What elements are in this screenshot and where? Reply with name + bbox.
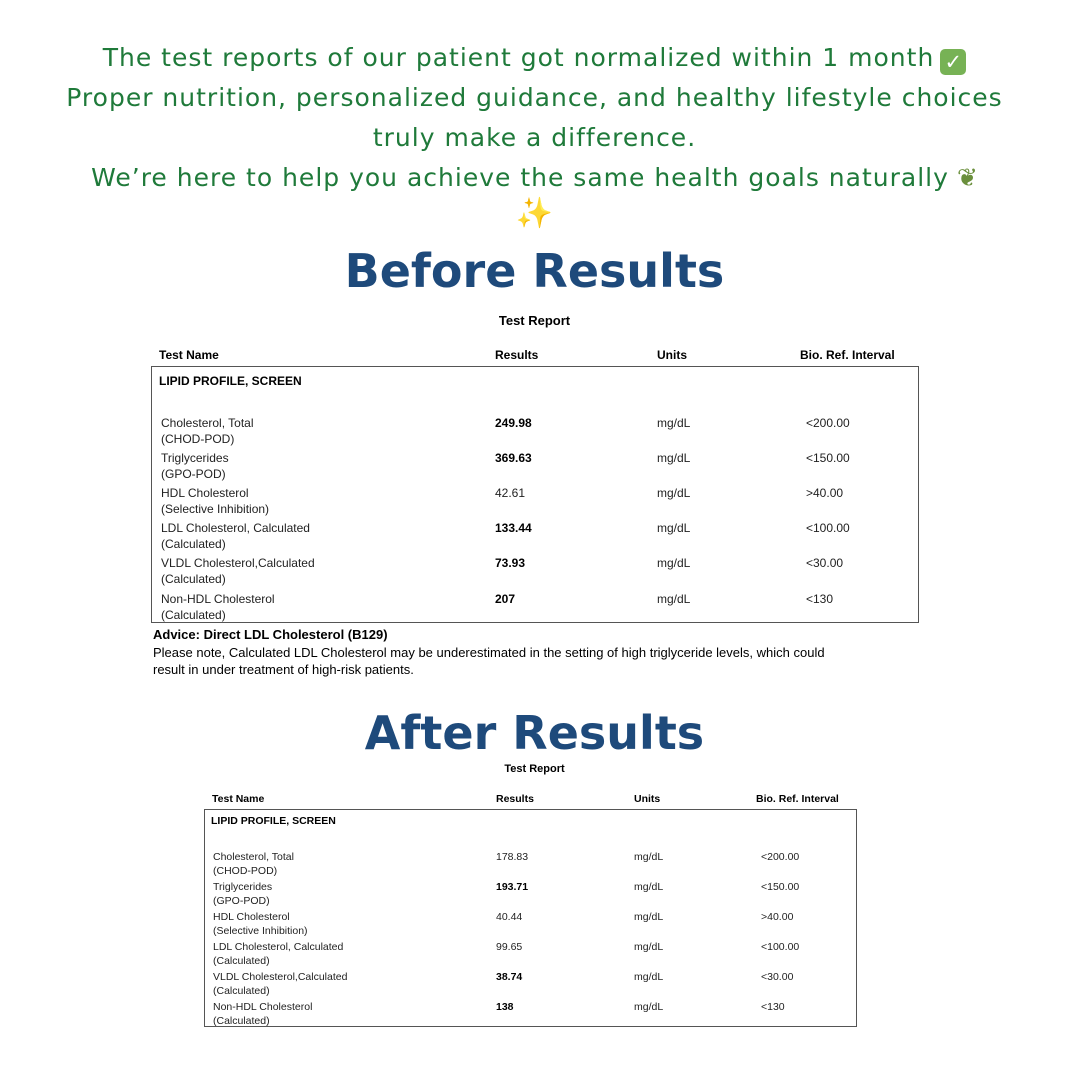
after-table-box <box>204 809 857 1027</box>
panel-name: LIPID PROFILE, SCREEN <box>211 815 336 827</box>
test-ref: >40.00 <box>761 911 794 923</box>
test-result: 369.63 <box>495 451 532 465</box>
test-method: (Selective Inhibition) <box>161 502 270 516</box>
advice-block <box>153 627 853 678</box>
sparkles-icon: ✨ <box>515 196 554 231</box>
test-unit: mg/dL <box>657 521 691 535</box>
test-ref: <130 <box>806 592 834 606</box>
test-unit: mg/dL <box>657 451 691 465</box>
test-method: (Calculated) <box>161 572 226 586</box>
test-method: (Calculated) <box>213 955 270 967</box>
test-unit: mg/dL <box>657 556 691 570</box>
advice-text: Please note, Calculated LDL Cholesterol may be underestimated in the setting of high triglyceride levels, which could result in under treatment of high-risk patients. <box>153 645 825 677</box>
test-method: (Selective Inhibition) <box>213 925 308 937</box>
test-method: (CHOD-POD) <box>161 432 235 446</box>
col-ref-interval: Bio. Ref. Interval <box>800 348 895 362</box>
test-method: (GPO-POD) <box>161 467 226 481</box>
test-ref: <150.00 <box>761 881 800 893</box>
test-method: (Calculated) <box>161 537 226 551</box>
headline-line-4: We’re here to help you achieve the same health goals naturally ❦ <box>0 158 1069 198</box>
test-result: 73.93 <box>495 556 526 570</box>
test-name: LDL Cholesterol, Calculated <box>213 941 344 953</box>
panel-name: LIPID PROFILE, SCREEN <box>159 374 302 388</box>
test-result: 138 <box>496 1001 514 1013</box>
test-name: Non-HDL Cholesterol <box>213 1001 313 1013</box>
col-test-name: Test Name <box>159 348 219 362</box>
test-ref: <130 <box>761 1001 785 1013</box>
test-result: 38.74 <box>496 971 523 983</box>
test-unit: mg/dL <box>657 416 691 430</box>
test-method: (Calculated) <box>213 1015 270 1027</box>
before-results-title: Before Results <box>344 244 725 298</box>
test-unit: mg/dL <box>634 851 664 863</box>
test-ref: <30.00 <box>806 556 844 570</box>
before-report-title: Test Report <box>498 313 571 328</box>
after-results-title: After Results <box>364 706 705 760</box>
test-ref: <200.00 <box>806 416 850 430</box>
test-name: Triglycerides <box>161 451 229 465</box>
test-result: 193.71 <box>496 881 529 893</box>
before-table-box <box>151 366 919 623</box>
test-method: (GPO-POD) <box>213 895 270 907</box>
test-result: 42.61 <box>495 486 526 500</box>
test-name: HDL Cholesterol <box>161 486 249 500</box>
test-unit: mg/dL <box>634 911 664 923</box>
col-results: Results <box>495 348 539 362</box>
test-method: (Calculated) <box>213 985 270 997</box>
test-ref: <150.00 <box>806 451 850 465</box>
test-result: 99.65 <box>496 941 523 953</box>
col-test-name: Test Name <box>212 793 265 805</box>
advice-title: Advice: Direct LDL Cholesterol (B129) <box>153 627 388 642</box>
test-result: 249.98 <box>495 416 532 430</box>
test-name: HDL Cholesterol <box>213 911 290 923</box>
headline-line-2: Proper nutrition, personalized guidance, and healthy lifestyle choices <box>66 83 1003 112</box>
test-unit: mg/dL <box>634 881 664 893</box>
test-name: Cholesterol, Total <box>213 851 294 863</box>
col-units: Units <box>634 793 661 805</box>
col-units: Units <box>657 348 687 362</box>
test-result: 178.83 <box>496 851 529 863</box>
test-name: Non-HDL Cholesterol <box>161 592 275 606</box>
test-unit: mg/dL <box>657 486 691 500</box>
test-ref: >40.00 <box>806 486 844 500</box>
test-unit: mg/dL <box>657 592 691 606</box>
test-name: Cholesterol, Total <box>161 416 254 430</box>
test-ref: <200.00 <box>761 851 800 863</box>
test-name: Triglycerides <box>213 881 273 893</box>
test-result: 207 <box>495 592 516 606</box>
col-results: Results <box>496 793 534 805</box>
test-ref: <100.00 <box>806 521 850 535</box>
test-unit: mg/dL <box>634 941 664 953</box>
headline-line-3: truly make a difference. <box>372 123 697 152</box>
test-name: LDL Cholesterol, Calculated <box>161 521 310 535</box>
check-mark-button-icon: ✓ <box>940 49 966 75</box>
test-name: VLDL Cholesterol,Calculated <box>161 556 315 570</box>
headline <box>0 38 1069 230</box>
col-ref-interval: Bio. Ref. Interval <box>756 793 839 805</box>
test-result: 40.44 <box>496 911 523 923</box>
headline-line-1: The test reports of our patient got normalized within 1 month ✓ <box>0 38 1069 78</box>
herb-icon: ❦ <box>956 163 978 192</box>
test-result: 133.44 <box>495 521 532 535</box>
after-report-title: Test Report <box>504 763 565 775</box>
test-method: (CHOD-POD) <box>213 865 278 877</box>
test-method: (Calculated) <box>161 608 226 622</box>
test-unit: mg/dL <box>634 971 664 983</box>
test-ref: <100.00 <box>761 941 800 953</box>
test-name: VLDL Cholesterol,Calculated <box>213 971 348 983</box>
test-ref: <30.00 <box>761 971 794 983</box>
test-unit: mg/dL <box>634 1001 664 1013</box>
